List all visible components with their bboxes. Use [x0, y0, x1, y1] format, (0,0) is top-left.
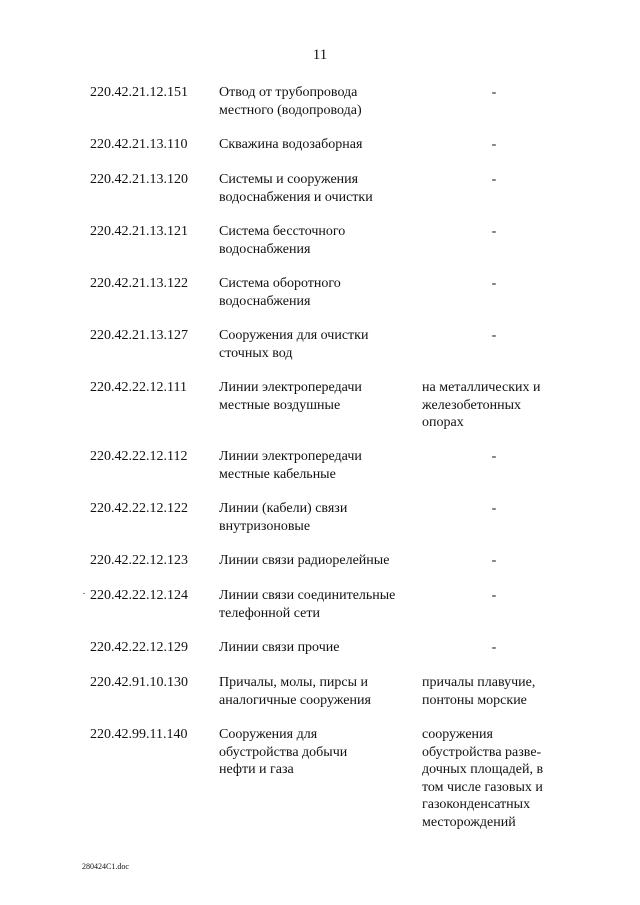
- row-note: -: [491, 276, 497, 291]
- row-note: сооружения обустройства разве- дочных площадей, в том числе газовых и газоконденсатных месторождений: [422, 727, 544, 830]
- row-code: 220.42.22.12.129: [90, 640, 188, 655]
- row-name: Линии связи прочие: [219, 640, 340, 655]
- row-note: -: [491, 224, 497, 239]
- row-note: -: [491, 449, 497, 464]
- row-name: Отвод от трубопровода местного (водопровода): [219, 85, 362, 118]
- row-code: 220.42.22.12.112: [90, 449, 188, 464]
- row-note: на металлических и железобетонных опорах: [422, 380, 541, 430]
- row-code: 220.42.22.12.124: [90, 588, 188, 603]
- row-name: Линии связи радиорелейные: [219, 553, 390, 568]
- row-code: 220.42.22.12.122: [90, 501, 188, 516]
- row-name: Линии связи соединительные телефонной сети: [219, 588, 396, 621]
- row-name: Линии (кабели) связи внутризоновые: [219, 501, 348, 534]
- row-name: Причалы, молы, пирсы и аналогичные сооружения: [219, 675, 371, 708]
- row-code: 220.42.21.13.110: [90, 137, 188, 152]
- row-name: Сооружения для очистки сточных вод: [219, 328, 369, 361]
- row-code: 220.42.22.12.123: [90, 553, 188, 568]
- row-note: -: [491, 588, 497, 603]
- scan-mark: [83, 593, 85, 594]
- row-note: -: [491, 640, 497, 655]
- row-name: Системы и сооружения водоснабжения и очистки: [219, 172, 373, 205]
- row-note: -: [491, 553, 497, 568]
- row-note: -: [491, 172, 497, 187]
- row-note: -: [491, 328, 497, 343]
- row-code: 220.42.91.10.130: [90, 675, 188, 690]
- row-name: Линии электропередачи местные кабельные: [219, 449, 362, 482]
- row-code: 220.42.21.13.121: [90, 224, 188, 239]
- row-note: -: [491, 85, 497, 100]
- row-note: -: [491, 501, 497, 516]
- file-name-footer: 280424C1.doc: [82, 862, 129, 871]
- row-code: 220.42.21.12.151: [90, 85, 188, 100]
- row-name: Скважина водозаборная: [219, 137, 363, 152]
- row-code: 220.42.21.13.122: [90, 276, 188, 291]
- row-code: 220.42.99.11.140: [90, 727, 188, 742]
- row-name: Линии электропередачи местные воздушные: [219, 380, 362, 413]
- row-name: Система оборотного водоснабжения: [219, 276, 341, 309]
- row-code: 220.42.22.12.111: [90, 380, 187, 395]
- row-name: Сооружения для обустройства добычи нефти и газа: [219, 727, 348, 777]
- row-note: -: [491, 137, 497, 152]
- page-number: 11: [312, 47, 328, 63]
- row-note: причалы плавучие, понтоны морские: [422, 675, 536, 708]
- row-code: 220.42.21.13.120: [90, 172, 188, 187]
- row-name: Система бессточного водоснабжения: [219, 224, 346, 257]
- row-code: 220.42.21.13.127: [90, 328, 188, 343]
